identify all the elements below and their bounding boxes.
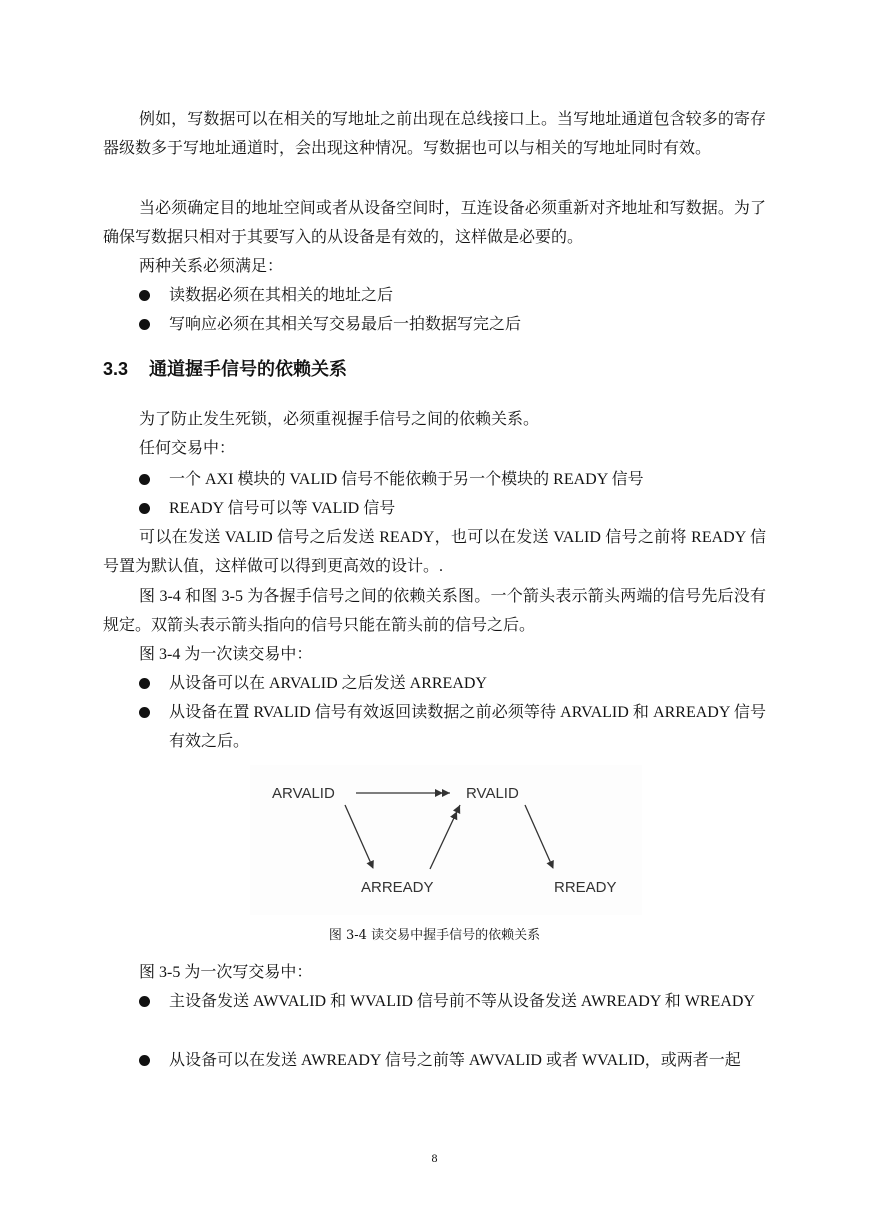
paragraph-read-transaction: 图 3-4 为一次读交易中： bbox=[139, 646, 313, 663]
node-rready: RREADY bbox=[554, 879, 617, 896]
node-rvalid: RVALID bbox=[466, 785, 519, 802]
arrow-arready-to-rvalid bbox=[430, 805, 460, 869]
paragraph-write-transaction: 图 3-5 为一次写交易中： bbox=[139, 964, 313, 981]
paragraph-figure-intro: 图 3-4 和图 3-5 为各握手信号之间的依赖关系图。一个箭头表示箭头两端的信号先后没有规定。双箭头表示箭头指向的信号只能在箭头前的信号之后。 bbox=[103, 588, 766, 634]
bullet-icon bbox=[139, 707, 150, 718]
diagram-svg bbox=[250, 765, 642, 915]
section-number: 3.3 bbox=[103, 359, 129, 379]
list-item-text: 从设备可以在 ARVALID 之后发送 ARREADY bbox=[169, 675, 487, 692]
list-item-text: 写响应必须在其相关写交易最后一拍数据写完之后 bbox=[169, 316, 522, 333]
arrow-arvalid-to-arready bbox=[345, 805, 373, 868]
bullet-icon bbox=[139, 319, 150, 330]
read-dependency-diagram bbox=[250, 765, 642, 915]
figure-caption: 图 3-4 读交易中握手信号的依赖关系 bbox=[328, 928, 541, 943]
paragraph-interconnect-realign: 当必须确定目的地址空间或者从设备空间时，互连设备必须重新对齐地址和写数据。为了确保写数据只相对于其要写入的从设备是有效的，这样做是必要的。 bbox=[103, 200, 766, 246]
list-item-text: 从设备可以在发送 AWREADY 信号之前等 AWVALID 或者 WVALID，或两者一起 bbox=[169, 1052, 741, 1069]
paragraph-any-transaction: 任何交易中： bbox=[139, 440, 236, 457]
bullet-icon bbox=[139, 678, 150, 689]
paragraph-two-relations: 两种关系必须满足： bbox=[139, 258, 284, 275]
section-title: 通道握手信号的依赖关系 bbox=[149, 359, 347, 379]
paragraph-deadlock: 为了防止发生死锁，必须重视握手信号之间的依赖关系。 bbox=[139, 411, 540, 428]
node-arready: ARREADY bbox=[361, 879, 434, 896]
paragraph-write-data-order: 例如，写数据可以在相关的写地址之前出现在总线接口上。当写地址通道包含较多的寄存器级数多于写地址通道时，会出现这种情况。写数据也可以与相关的写地址同时有效。 bbox=[103, 111, 766, 157]
arrow-rvalid-to-rready bbox=[525, 805, 553, 868]
section-heading bbox=[103, 355, 347, 383]
list-item-text: 主设备发送 AWVALID 和 WVALID 信号前不等从设备发送 AWREADY 和 WREADY bbox=[169, 993, 755, 1010]
bullet-icon bbox=[139, 503, 150, 514]
list-item-text: READY 信号可以等 VALID 信号 bbox=[169, 500, 396, 517]
bullet-icon bbox=[139, 1055, 150, 1066]
bullet-icon bbox=[139, 290, 150, 301]
bullet-icon bbox=[139, 996, 150, 1007]
node-arvalid: ARVALID bbox=[272, 785, 335, 802]
bullet-icon bbox=[139, 474, 150, 485]
list-item-text: 读数据必须在其相关的地址之后 bbox=[169, 287, 394, 304]
list-item-text: 从设备在置 RVALID 信号有效返回读数据之前必须等待 ARVALID 和 ARREADY 信号有效之后。 bbox=[169, 704, 766, 750]
page-number: 8 bbox=[431, 1151, 438, 1165]
paragraph-ready-default: 可以在发送 VALID 信号之后发送 READY，也可以在发送 VALID 信号之前将 READY 信号置为默认值，这样做可以得到更高效的设计。. bbox=[103, 529, 766, 575]
list-item-text: 一个 AXI 模块的 VALID 信号不能依赖于另一个模块的 READY 信号 bbox=[169, 471, 644, 488]
